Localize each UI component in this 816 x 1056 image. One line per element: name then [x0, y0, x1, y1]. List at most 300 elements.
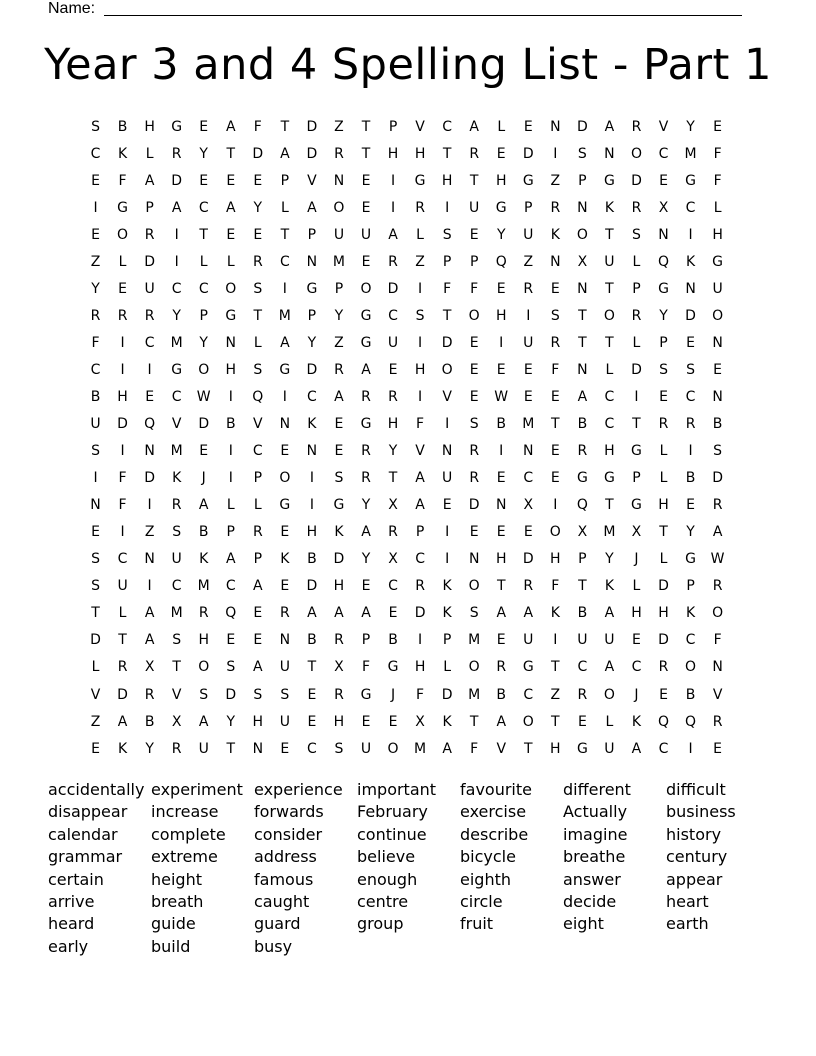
grid-letter[interactable]: P	[280, 172, 290, 189]
grid-letter[interactable]: H	[225, 361, 237, 378]
grid-letter[interactable]: G	[685, 551, 696, 568]
grid-letter[interactable]: M	[197, 578, 210, 595]
grid-letter[interactable]: G	[603, 470, 615, 487]
grid-letter[interactable]: N	[712, 388, 723, 405]
grid-letter[interactable]: P	[442, 253, 452, 270]
grid-letter[interactable]: S	[280, 686, 290, 703]
grid-letter[interactable]: U	[604, 253, 615, 270]
grid-letter[interactable]: F	[470, 740, 479, 757]
grid-letter[interactable]: D	[631, 172, 642, 189]
grid-letter[interactable]: C	[198, 280, 209, 297]
grid-letter[interactable]: O	[360, 280, 372, 297]
grid-letter[interactable]: A	[604, 659, 615, 676]
grid-letter[interactable]: E	[659, 388, 668, 405]
grid-letter[interactable]: E	[361, 578, 371, 595]
grid-letter[interactable]: A	[144, 632, 155, 649]
grid-letter[interactable]: K	[442, 578, 452, 595]
grid-letter[interactable]: M	[332, 253, 345, 270]
grid-letter[interactable]: L	[659, 443, 668, 460]
grid-letter[interactable]: U	[279, 713, 290, 730]
grid-letter[interactable]: I	[309, 497, 314, 514]
grid-letter[interactable]: N	[279, 416, 291, 433]
grid-letter[interactable]: L	[659, 551, 668, 568]
grid-letter[interactable]: Y	[199, 334, 208, 351]
grid-letter[interactable]: D	[198, 416, 210, 433]
grid-letter[interactable]: I	[147, 361, 152, 378]
grid-letter[interactable]: K	[280, 551, 290, 568]
grid-letter[interactable]: E	[686, 497, 695, 514]
grid-letter[interactable]: T	[578, 334, 587, 351]
grid-letter[interactable]: L	[497, 118, 506, 135]
grid-letter[interactable]: C	[171, 280, 182, 297]
grid-letter[interactable]: D	[117, 416, 128, 433]
grid-letter[interactable]: E	[91, 740, 100, 757]
grid-letter[interactable]: T	[469, 172, 479, 189]
grid-letter[interactable]: E	[632, 632, 641, 649]
grid-letter[interactable]: I	[634, 388, 639, 405]
grid-letter[interactable]: D	[252, 145, 264, 162]
grid-letter[interactable]: W	[710, 551, 725, 568]
grid-letter[interactable]: F	[551, 578, 560, 595]
grid-letter[interactable]: G	[495, 199, 507, 216]
grid-letter[interactable]: U	[712, 280, 723, 297]
grid-letter[interactable]: V	[712, 686, 723, 703]
grid-letter[interactable]: O	[198, 361, 210, 378]
grid-letter[interactable]: H	[495, 172, 507, 189]
grid-letter[interactable]: E	[91, 172, 100, 189]
grid-letter[interactable]: S	[91, 578, 100, 595]
grid-letter[interactable]: U	[577, 632, 588, 649]
grid-letter[interactable]: R	[252, 253, 263, 270]
grid-letter[interactable]: M	[278, 307, 291, 324]
grid-letter[interactable]: D	[658, 578, 669, 595]
grid-letter[interactable]: I	[418, 334, 423, 351]
grid-letter[interactable]: S	[199, 686, 209, 703]
grid-letter[interactable]: A	[523, 605, 534, 622]
grid-letter[interactable]: Y	[659, 307, 668, 324]
grid-letter[interactable]: A	[496, 605, 507, 622]
grid-letter[interactable]: R	[361, 470, 371, 487]
grid-letter[interactable]: T	[469, 713, 479, 730]
grid-letter[interactable]: D	[441, 334, 453, 351]
grid-letter[interactable]: P	[307, 226, 317, 243]
grid-letter[interactable]: I	[390, 199, 396, 216]
grid-letter[interactable]: A	[225, 118, 236, 135]
grid-letter[interactable]: I	[228, 470, 233, 487]
grid-letter[interactable]: G	[360, 334, 372, 351]
grid-letter[interactable]: D	[414, 605, 426, 622]
grid-letter[interactable]: F	[253, 118, 262, 135]
grid-letter[interactable]: P	[632, 280, 641, 297]
grid-letter[interactable]: D	[576, 118, 588, 135]
grid-letter[interactable]: U	[198, 740, 209, 757]
grid-letter[interactable]: E	[334, 443, 344, 460]
grid-letter[interactable]: N	[577, 280, 588, 297]
grid-letter[interactable]: H	[144, 118, 155, 135]
grid-letter[interactable]: F	[118, 172, 127, 189]
grid-letter[interactable]: I	[228, 388, 233, 405]
grid-letter[interactable]: D	[685, 307, 696, 324]
grid-letter[interactable]: L	[91, 659, 100, 676]
grid-letter[interactable]: I	[688, 226, 693, 243]
grid-letter[interactable]: F	[118, 497, 127, 514]
grid-letter[interactable]: C	[144, 334, 155, 351]
grid-letter[interactable]: R	[469, 145, 480, 162]
grid-letter[interactable]: T	[632, 416, 641, 433]
grid-letter[interactable]: T	[551, 416, 560, 433]
grid-letter[interactable]: E	[686, 334, 695, 351]
grid-letter[interactable]: U	[333, 226, 345, 243]
grid-letter[interactable]: A	[469, 118, 479, 135]
grid-letter[interactable]: V	[496, 740, 507, 757]
grid-letter[interactable]: E	[226, 172, 236, 189]
grid-letter[interactable]: N	[306, 253, 318, 270]
grid-letter[interactable]: H	[658, 497, 669, 514]
grid-letter[interactable]: R	[171, 497, 182, 514]
grid-letter[interactable]: A	[144, 172, 155, 189]
grid-letter[interactable]: A	[604, 118, 615, 135]
grid-letter[interactable]: R	[631, 199, 642, 216]
grid-letter[interactable]: Y	[145, 740, 154, 757]
grid-letter[interactable]: Z	[90, 713, 101, 730]
grid-letter[interactable]: P	[307, 307, 317, 324]
grid-letter[interactable]: Z	[334, 118, 344, 135]
grid-letter[interactable]: A	[225, 551, 236, 568]
grid-letter[interactable]: U	[523, 334, 534, 351]
grid-letter[interactable]: V	[90, 686, 101, 703]
grid-letter[interactable]: T	[361, 118, 371, 135]
grid-letter[interactable]: Q	[576, 497, 588, 514]
grid-letter[interactable]: S	[226, 659, 236, 676]
grid-letter[interactable]: C	[198, 199, 209, 216]
grid-letter[interactable]: I	[553, 497, 558, 514]
grid-letter[interactable]: E	[469, 524, 479, 541]
grid-letter[interactable]: S	[334, 470, 344, 487]
grid-letter[interactable]: R	[658, 416, 669, 433]
grid-letter[interactable]: H	[414, 361, 426, 378]
grid-letter[interactable]: C	[415, 551, 425, 568]
grid-letter[interactable]: R	[496, 659, 507, 676]
grid-letter[interactable]: E	[361, 172, 371, 189]
grid-letter[interactable]: P	[226, 524, 235, 541]
grid-letter[interactable]: A	[117, 713, 128, 730]
grid-letter[interactable]: U	[117, 578, 128, 595]
grid-letter[interactable]: T	[605, 280, 614, 297]
grid-letter[interactable]: O	[468, 307, 480, 324]
grid-letter[interactable]: T	[226, 145, 236, 162]
grid-letter[interactable]: S	[632, 226, 641, 243]
grid-letter[interactable]: E	[226, 632, 236, 649]
grid-letter[interactable]: D	[631, 361, 642, 378]
grid-letter[interactable]: H	[387, 145, 399, 162]
grid-letter[interactable]: D	[468, 497, 480, 514]
grid-letter[interactable]: C	[307, 740, 317, 757]
grid-letter[interactable]: H	[306, 524, 318, 541]
grid-letter[interactable]: D	[90, 632, 101, 649]
grid-letter[interactable]: O	[522, 713, 534, 730]
grid-letter[interactable]: E	[253, 632, 263, 649]
grid-letter[interactable]: L	[226, 253, 235, 270]
grid-letter[interactable]: G	[522, 659, 534, 676]
grid-letter[interactable]: E	[523, 524, 533, 541]
grid-letter[interactable]: Y	[686, 524, 695, 541]
grid-letter[interactable]: E	[280, 443, 290, 460]
grid-letter[interactable]: U	[144, 280, 155, 297]
grid-letter[interactable]: E	[145, 388, 155, 405]
grid-letter[interactable]: O	[712, 605, 724, 622]
grid-letter[interactable]: R	[171, 740, 182, 757]
grid-letter[interactable]: A	[225, 199, 236, 216]
grid-letter[interactable]: Y	[199, 145, 208, 162]
grid-letter[interactable]: L	[280, 199, 289, 216]
grid-letter[interactable]: E	[361, 199, 371, 216]
grid-letter[interactable]: S	[659, 361, 668, 378]
grid-letter[interactable]: B	[307, 632, 317, 649]
grid-letter[interactable]: H	[333, 713, 345, 730]
grid-letter[interactable]: R	[198, 605, 209, 622]
grid-letter[interactable]: G	[171, 361, 183, 378]
grid-letter[interactable]: E	[713, 361, 723, 378]
grid-letter[interactable]: T	[226, 740, 236, 757]
grid-letter[interactable]: P	[361, 632, 371, 649]
grid-letter[interactable]: H	[658, 605, 669, 622]
grid-letter[interactable]: R	[631, 307, 642, 324]
grid-letter[interactable]: K	[117, 145, 128, 162]
grid-letter[interactable]: H	[712, 226, 723, 243]
grid-letter[interactable]: F	[713, 172, 722, 189]
grid-letter[interactable]: E	[361, 713, 371, 730]
grid-letter[interactable]: B	[144, 713, 155, 730]
grid-letter[interactable]: L	[199, 253, 208, 270]
grid-letter[interactable]: X	[334, 659, 344, 676]
grid-letter[interactable]: H	[495, 307, 507, 324]
grid-letter[interactable]: Z	[334, 334, 344, 351]
grid-letter[interactable]: G	[306, 280, 318, 297]
grid-letter[interactable]: U	[90, 416, 101, 433]
grid-letter[interactable]: U	[469, 199, 480, 216]
grid-letter[interactable]: U	[523, 226, 534, 243]
grid-letter[interactable]: N	[550, 118, 561, 135]
grid-letter[interactable]: Y	[253, 199, 263, 216]
grid-letter[interactable]: O	[603, 686, 615, 703]
grid-letter[interactable]: C	[523, 470, 534, 487]
grid-letter[interactable]: F	[713, 145, 722, 162]
grid-letter[interactable]: E	[496, 632, 506, 649]
grid-letter[interactable]: K	[117, 740, 128, 757]
grid-letter[interactable]: A	[307, 605, 317, 622]
grid-letter[interactable]: A	[496, 713, 507, 730]
grid-letter[interactable]: T	[199, 226, 208, 243]
grid-letter[interactable]: X	[631, 524, 642, 541]
grid-letter[interactable]: V	[253, 416, 263, 433]
grid-letter[interactable]: A	[442, 740, 452, 757]
grid-letter[interactable]: L	[632, 578, 641, 595]
grid-letter[interactable]: L	[605, 361, 614, 378]
grid-letter[interactable]: N	[712, 334, 723, 351]
grid-letter[interactable]: T	[91, 605, 100, 622]
grid-letter[interactable]: T	[280, 226, 290, 243]
grid-letter[interactable]: O	[576, 226, 588, 243]
grid-letter[interactable]: P	[334, 280, 344, 297]
grid-letter[interactable]: I	[445, 416, 450, 433]
grid-letter[interactable]: Y	[686, 118, 695, 135]
grid-letter[interactable]: R	[415, 199, 425, 216]
grid-letter[interactable]: E	[659, 686, 668, 703]
grid-letter[interactable]: K	[550, 605, 560, 622]
grid-letter[interactable]: G	[631, 497, 642, 514]
grid-letter[interactable]: E	[469, 388, 479, 405]
grid-letter[interactable]: I	[499, 443, 504, 460]
grid-letter[interactable]: D	[117, 686, 128, 703]
grid-letter[interactable]: L	[713, 199, 722, 216]
grid-letter[interactable]: I	[282, 388, 287, 405]
grid-letter[interactable]: I	[174, 226, 179, 243]
grid-letter[interactable]: N	[550, 253, 561, 270]
grid-letter[interactable]: X	[415, 713, 425, 730]
grid-letter[interactable]: L	[659, 470, 668, 487]
grid-letter[interactable]: S	[415, 307, 425, 324]
grid-letter[interactable]: E	[226, 226, 236, 243]
grid-letter[interactable]: H	[333, 578, 345, 595]
grid-letter[interactable]: R	[658, 659, 669, 676]
grid-letter[interactable]: E	[361, 253, 371, 270]
grid-letter[interactable]: R	[523, 280, 534, 297]
grid-letter[interactable]: G	[414, 172, 426, 189]
grid-letter[interactable]: R	[334, 686, 344, 703]
grid-letter[interactable]: P	[442, 632, 452, 649]
grid-letter[interactable]: N	[225, 334, 236, 351]
grid-letter[interactable]: F	[713, 632, 722, 649]
grid-letter[interactable]: Z	[523, 253, 534, 270]
grid-letter[interactable]: E	[199, 118, 209, 135]
grid-letter[interactable]: I	[418, 388, 423, 405]
grid-letter[interactable]: T	[280, 118, 290, 135]
grid-letter[interactable]: B	[685, 470, 696, 487]
grid-letter[interactable]: Y	[361, 497, 371, 514]
grid-letter[interactable]: C	[388, 307, 398, 324]
grid-letter[interactable]: C	[225, 578, 236, 595]
grid-letter[interactable]: G	[279, 361, 291, 378]
grid-letter[interactable]: K	[604, 578, 614, 595]
grid-letter[interactable]: M	[414, 740, 427, 757]
grid-letter[interactable]: N	[495, 497, 507, 514]
grid-letter[interactable]: L	[253, 497, 262, 514]
grid-letter[interactable]: G	[117, 199, 128, 216]
grid-letter[interactable]: D	[522, 551, 534, 568]
grid-letter[interactable]: L	[145, 145, 154, 162]
grid-letter[interactable]: R	[144, 226, 155, 243]
grid-letter[interactable]: E	[91, 226, 100, 243]
grid-letter[interactable]: S	[91, 118, 100, 135]
grid-letter[interactable]: U	[523, 632, 534, 649]
grid-letter[interactable]: Z	[415, 253, 425, 270]
grid-letter[interactable]: G	[631, 443, 642, 460]
grid-letter[interactable]: L	[226, 497, 235, 514]
grid-letter[interactable]: R	[117, 659, 128, 676]
grid-letter[interactable]: R	[712, 497, 723, 514]
grid-letter[interactable]: Y	[361, 551, 371, 568]
grid-letter[interactable]: I	[93, 470, 98, 487]
grid-letter[interactable]: T	[578, 578, 587, 595]
grid-letter[interactable]: I	[418, 632, 423, 649]
grid-letter[interactable]: O	[468, 578, 480, 595]
grid-letter[interactable]: S	[334, 740, 344, 757]
grid-letter[interactable]: V	[415, 118, 425, 135]
grid-letter[interactable]: H	[604, 443, 615, 460]
grid-letter[interactable]: S	[253, 361, 263, 378]
grid-letter[interactable]: Z	[550, 172, 561, 189]
grid-letter[interactable]: N	[279, 632, 291, 649]
grid-letter[interactable]: A	[280, 334, 290, 351]
grid-letter[interactable]: I	[147, 578, 152, 595]
grid-letter[interactable]: R	[117, 307, 128, 324]
grid-letter[interactable]: A	[334, 388, 344, 405]
grid-letter[interactable]: E	[713, 118, 723, 135]
grid-letter[interactable]: Y	[307, 334, 317, 351]
grid-letter[interactable]: A	[171, 199, 182, 216]
grid-letter[interactable]: H	[198, 632, 209, 649]
grid-letter[interactable]: E	[199, 172, 209, 189]
grid-letter[interactable]: K	[307, 416, 317, 433]
grid-letter[interactable]: I	[174, 253, 179, 270]
grid-letter[interactable]: H	[414, 145, 426, 162]
grid-letter[interactable]: H	[387, 416, 399, 433]
grid-letter[interactable]: H	[550, 551, 561, 568]
grid-letter[interactable]: Z	[90, 253, 101, 270]
grid-letter[interactable]: E	[199, 443, 209, 460]
grid-letter[interactable]: S	[253, 686, 263, 703]
grid-letter[interactable]: F	[416, 686, 425, 703]
grid-letter[interactable]: E	[496, 145, 506, 162]
grid-letter[interactable]: C	[685, 388, 696, 405]
grid-letter[interactable]: G	[360, 686, 372, 703]
grid-letter[interactable]: E	[118, 280, 127, 297]
grid-letter[interactable]: R	[631, 118, 642, 135]
grid-letter[interactable]: I	[445, 551, 450, 568]
grid-letter[interactable]: B	[90, 388, 101, 405]
grid-letter[interactable]: G	[603, 172, 615, 189]
grid-letter[interactable]: I	[228, 443, 233, 460]
grid-letter[interactable]: S	[172, 524, 182, 541]
grid-letter[interactable]: J	[390, 686, 396, 703]
grid-letter[interactable]: D	[387, 280, 399, 297]
grid-letter[interactable]: T	[442, 307, 452, 324]
grid-letter[interactable]: S	[469, 605, 479, 622]
grid-letter[interactable]: N	[252, 740, 264, 757]
grid-letter[interactable]: N	[685, 280, 696, 297]
grid-letter[interactable]: E	[388, 713, 398, 730]
grid-letter[interactable]: F	[443, 280, 452, 297]
grid-letter[interactable]: J	[634, 551, 639, 568]
grid-letter[interactable]: K	[550, 226, 560, 243]
grid-letter[interactable]: T	[605, 226, 614, 243]
grid-letter[interactable]: A	[388, 226, 398, 243]
grid-letter[interactable]: G	[712, 253, 724, 270]
grid-letter[interactable]: E	[550, 280, 560, 297]
grid-letter[interactable]: E	[496, 361, 506, 378]
grid-letter[interactable]: I	[282, 280, 287, 297]
grid-letter[interactable]: K	[442, 713, 452, 730]
grid-letter[interactable]: H	[252, 713, 264, 730]
grid-letter[interactable]: A	[604, 605, 615, 622]
grid-letter[interactable]: R	[144, 686, 155, 703]
grid-letter[interactable]: T	[172, 659, 181, 676]
grid-letter[interactable]: A	[198, 713, 209, 730]
grid-letter[interactable]: I	[553, 145, 558, 162]
grid-letter[interactable]: T	[551, 659, 560, 676]
grid-letter[interactable]: P	[686, 578, 695, 595]
grid-letter[interactable]: E	[523, 361, 533, 378]
